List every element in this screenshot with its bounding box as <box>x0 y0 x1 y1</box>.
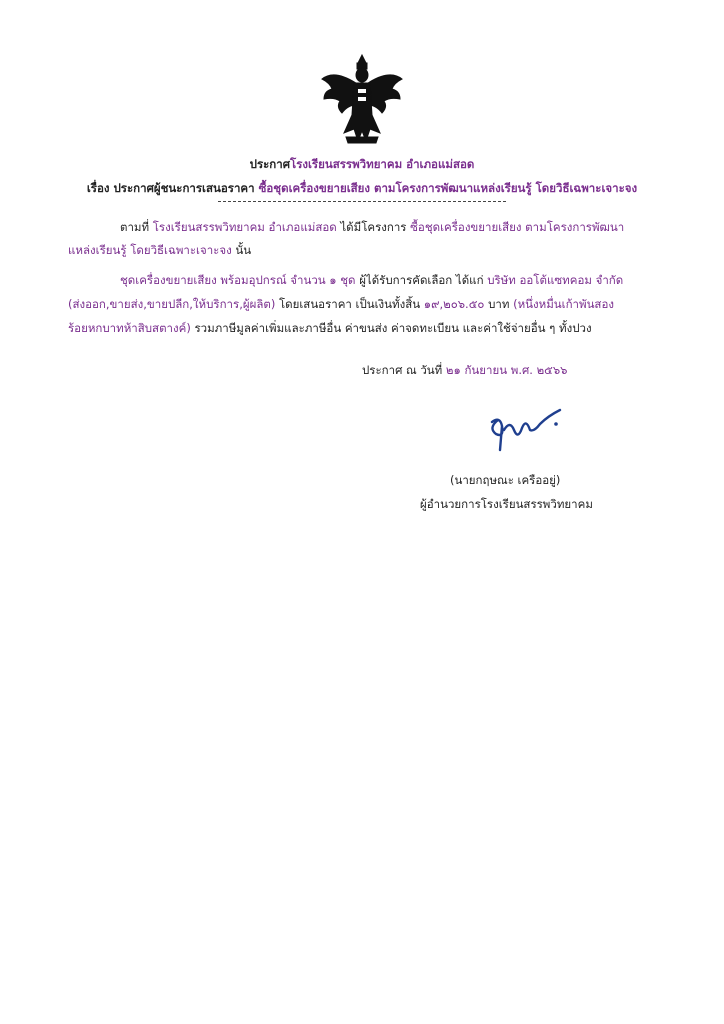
para1-line2 <box>68 242 251 258</box>
subject-line <box>0 180 724 196</box>
para1-line1 <box>120 219 624 235</box>
para2-amount-words-cont: ร้อยหกบาทห้าสิบสตางค์) <box>68 321 191 335</box>
para2-baht: บาท <box>488 297 510 311</box>
announce-date: ๒๑ กันยายน พ.ศ. ๒๕๖๖ <box>445 363 568 377</box>
para1-project: ซื้อชุดเครื่องขยายเสียง ตามโครงการพัฒนา <box>410 220 625 234</box>
para2-price-label: โดยเสนอราคา เป็นเงินทั้งสิ้น <box>278 297 421 311</box>
para2-selected: ผู้ได้รับการคัดเลือก ได้แก่ <box>359 273 484 287</box>
announce-label: ประกาศ ณ วันที่ <box>362 363 443 377</box>
para2-amount: ๑๙,๒๐๖.๕๐ <box>423 297 485 311</box>
signer-name: (นายกฤษณะ เครืออยู่) <box>450 473 561 487</box>
title-prefix: ประกาศ <box>249 157 291 171</box>
para2-line2 <box>68 296 614 312</box>
para1-project-cont: แหล่งเรียนรู้ โดยวิธีเฉพาะเจาะจง <box>68 243 232 257</box>
subject-text: ซื้อชุดเครื่องขยายเสียง ตามโครงการพัฒนาแหล่งเรียนรู้ โดยวิธีเฉพาะเจาะจง <box>258 181 638 195</box>
para1-end: นั้น <box>235 243 252 257</box>
handwritten-signature <box>484 402 564 454</box>
garuda-emblem-icon <box>314 49 410 149</box>
para2-vendor: บริษัท ออโต้แซทคอม จำกัด <box>487 273 624 287</box>
school-name: โรงเรียนสรรพวิทยาคม อำเภอแม่สอด <box>290 157 475 171</box>
title-line <box>0 156 724 172</box>
para1-lead: ตามที่ <box>120 220 150 234</box>
para2-amount-words: (หนึ่งหมื่นเก้าพันสอง <box>513 297 614 311</box>
para2-vendor-type: (ส่งออก,ขายส่ง,ขายปลีก,ให้บริการ,ผู้ผลิต) <box>68 297 276 311</box>
signer-position: ผู้อำนวยการโรงเรียนสรรพวิทยาคม <box>420 497 593 511</box>
para1-mid: ได้มีโครงการ <box>340 220 407 234</box>
para2-line3 <box>68 320 592 336</box>
title-divider <box>218 201 506 202</box>
para2-line1 <box>120 272 623 288</box>
para2-item: ชุดเครื่องขยายเสียง พร้อมอุปกรณ์ จำนวน ๑ ชุด <box>120 273 356 287</box>
subject-prefix: เรื่อง ประกาศผู้ชนะการเสนอราคา <box>86 181 255 195</box>
announce-date-line <box>362 362 567 378</box>
para2-vat-note: รวมภาษีมูลค่าเพิ่มและภาษีอื่น ค่าขนส่ง ค่าจดทะเบียน และค่าใช้จ่ายอื่น ๆ ทั้งปวง <box>194 321 592 335</box>
para1-school: โรงเรียนสรรพวิทยาคม อำเภอแม่สอด <box>152 220 337 234</box>
